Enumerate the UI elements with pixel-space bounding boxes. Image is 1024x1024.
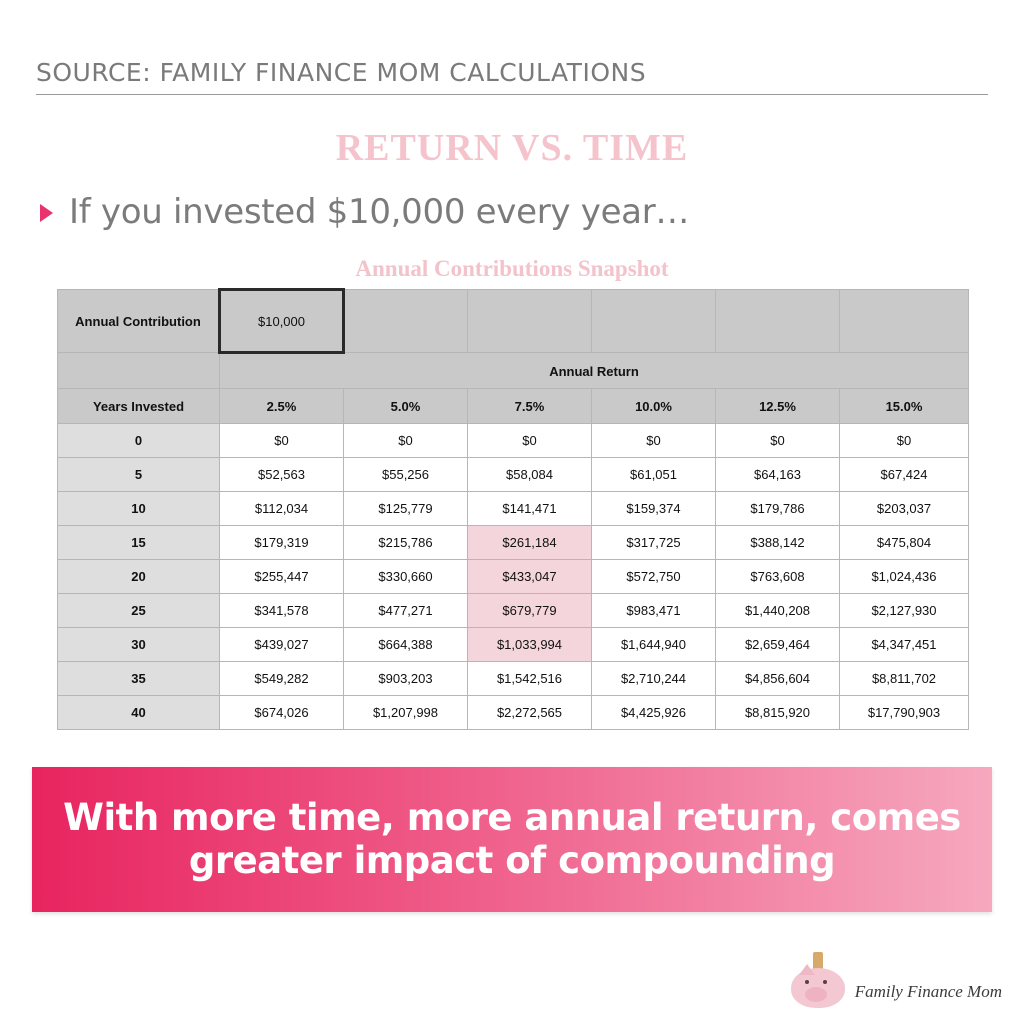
value-cell: $763,608 [716,560,840,594]
value-cell: $4,856,604 [716,662,840,696]
value-cell: $439,027 [220,628,344,662]
value-cell: $141,471 [468,492,592,526]
blank-cell [344,290,468,353]
value-cell: $17,790,903 [840,696,969,730]
return-column-header: 5.0% [344,389,468,424]
table-row [58,424,969,458]
value-cell: $0 [592,424,716,458]
value-cell: $0 [344,424,468,458]
value-cell: $477,271 [344,594,468,628]
years-cell: 10 [58,492,220,526]
value-cell: $664,388 [344,628,468,662]
annual-contribution-label: Annual Contribution [58,290,220,353]
years-cell: 35 [58,662,220,696]
value-cell: $0 [468,424,592,458]
triangle-bullet-icon [40,204,53,222]
value-cell: $330,660 [344,560,468,594]
value-cell: $125,779 [344,492,468,526]
years-invested-label: Years Invested [58,389,220,424]
value-cell: $1,024,436 [840,560,969,594]
value-cell: $983,471 [592,594,716,628]
return-column-header: 2.5% [220,389,344,424]
value-cell: $255,447 [220,560,344,594]
table-row [58,458,969,492]
years-cell: 15 [58,526,220,560]
snapshot-table-wrap [57,288,968,730]
value-cell: $317,725 [592,526,716,560]
annual-return-header-row [58,353,969,389]
value-cell: $179,319 [220,526,344,560]
value-cell: $203,037 [840,492,969,526]
value-cell: $0 [716,424,840,458]
table-row [58,526,969,560]
banner-line-1: With more time, more annual return, comes [63,795,961,839]
table-row [58,628,969,662]
value-cell: $674,026 [220,696,344,730]
value-cell: $64,163 [716,458,840,492]
years-cell: 20 [58,560,220,594]
value-cell: $61,051 [592,458,716,492]
value-cell: $433,047 [468,560,592,594]
table-row [58,696,969,730]
value-cell: $388,142 [716,526,840,560]
blank-cell [716,290,840,353]
annual-contributions-table [57,288,969,730]
logo-text: Family Finance Mom [854,982,1002,1001]
value-cell: $8,815,920 [716,696,840,730]
annual-return-label: Annual Return [220,353,969,389]
years-cell: 40 [58,696,220,730]
value-cell: $341,578 [220,594,344,628]
value-cell: $1,644,940 [592,628,716,662]
blank-cell [592,290,716,353]
page-title: RETURN VS. TIME [335,127,689,169]
value-cell: $112,034 [220,492,344,526]
blank-cell [468,290,592,353]
blank-cell [840,290,969,353]
value-cell: $55,256 [344,458,468,492]
value-cell: $0 [220,424,344,458]
value-cell: $58,084 [468,458,592,492]
source-header [36,58,988,95]
years-cell: 0 [58,424,220,458]
value-cell: $215,786 [344,526,468,560]
value-cell: $2,127,930 [840,594,969,628]
column-header-row [58,389,969,424]
subtitle: If you invested $10,000 every year… [69,192,690,232]
table-row [58,492,969,526]
summary-banner [32,767,992,912]
value-cell: $475,804 [840,526,969,560]
return-column-header: 10.0% [592,389,716,424]
table-caption: Annual Contributions Snapshot [355,256,669,281]
value-cell: $572,750 [592,560,716,594]
value-cell: $1,440,208 [716,594,840,628]
value-cell: $1,542,516 [468,662,592,696]
table-row [58,594,969,628]
value-cell: $549,282 [220,662,344,696]
return-column-header: 12.5% [716,389,840,424]
table-row [58,560,969,594]
value-cell: $52,563 [220,458,344,492]
piggy-eye-right [823,980,827,984]
header-divider [36,94,988,95]
value-cell: $8,811,702 [840,662,969,696]
value-cell: $2,659,464 [716,628,840,662]
subtitle-row [40,192,984,232]
value-cell: $179,786 [716,492,840,526]
piggy-eye-left [805,980,809,984]
value-cell: $261,184 [468,526,592,560]
table-row [58,662,969,696]
value-cell: $1,033,994 [468,628,592,662]
blank-cell [58,353,220,389]
piggy-bank-icon [787,952,849,1010]
value-cell: $4,347,451 [840,628,969,662]
years-cell: 25 [58,594,220,628]
value-cell: $2,710,244 [592,662,716,696]
annual-contribution-input[interactable]: $10,000 [220,290,344,353]
years-cell: 30 [58,628,220,662]
value-cell: $0 [840,424,969,458]
years-cell: 5 [58,458,220,492]
return-column-header: 15.0% [840,389,969,424]
value-cell: $67,424 [840,458,969,492]
piggy-ear [799,964,815,975]
value-cell: $4,425,926 [592,696,716,730]
piggy-snout [805,987,827,1002]
banner-line-2: greater impact of compounding [188,838,836,882]
brand-logo [787,952,1002,1010]
value-cell: $903,203 [344,662,468,696]
value-cell: $2,272,565 [468,696,592,730]
return-column-header: 7.5% [468,389,592,424]
value-cell: $159,374 [592,492,716,526]
source-label: SOURCE: FAMILY FINANCE MOM CALCULATIONS [36,58,647,87]
annual-contribution-row [58,290,969,353]
value-cell: $679,779 [468,594,592,628]
value-cell: $1,207,998 [344,696,468,730]
